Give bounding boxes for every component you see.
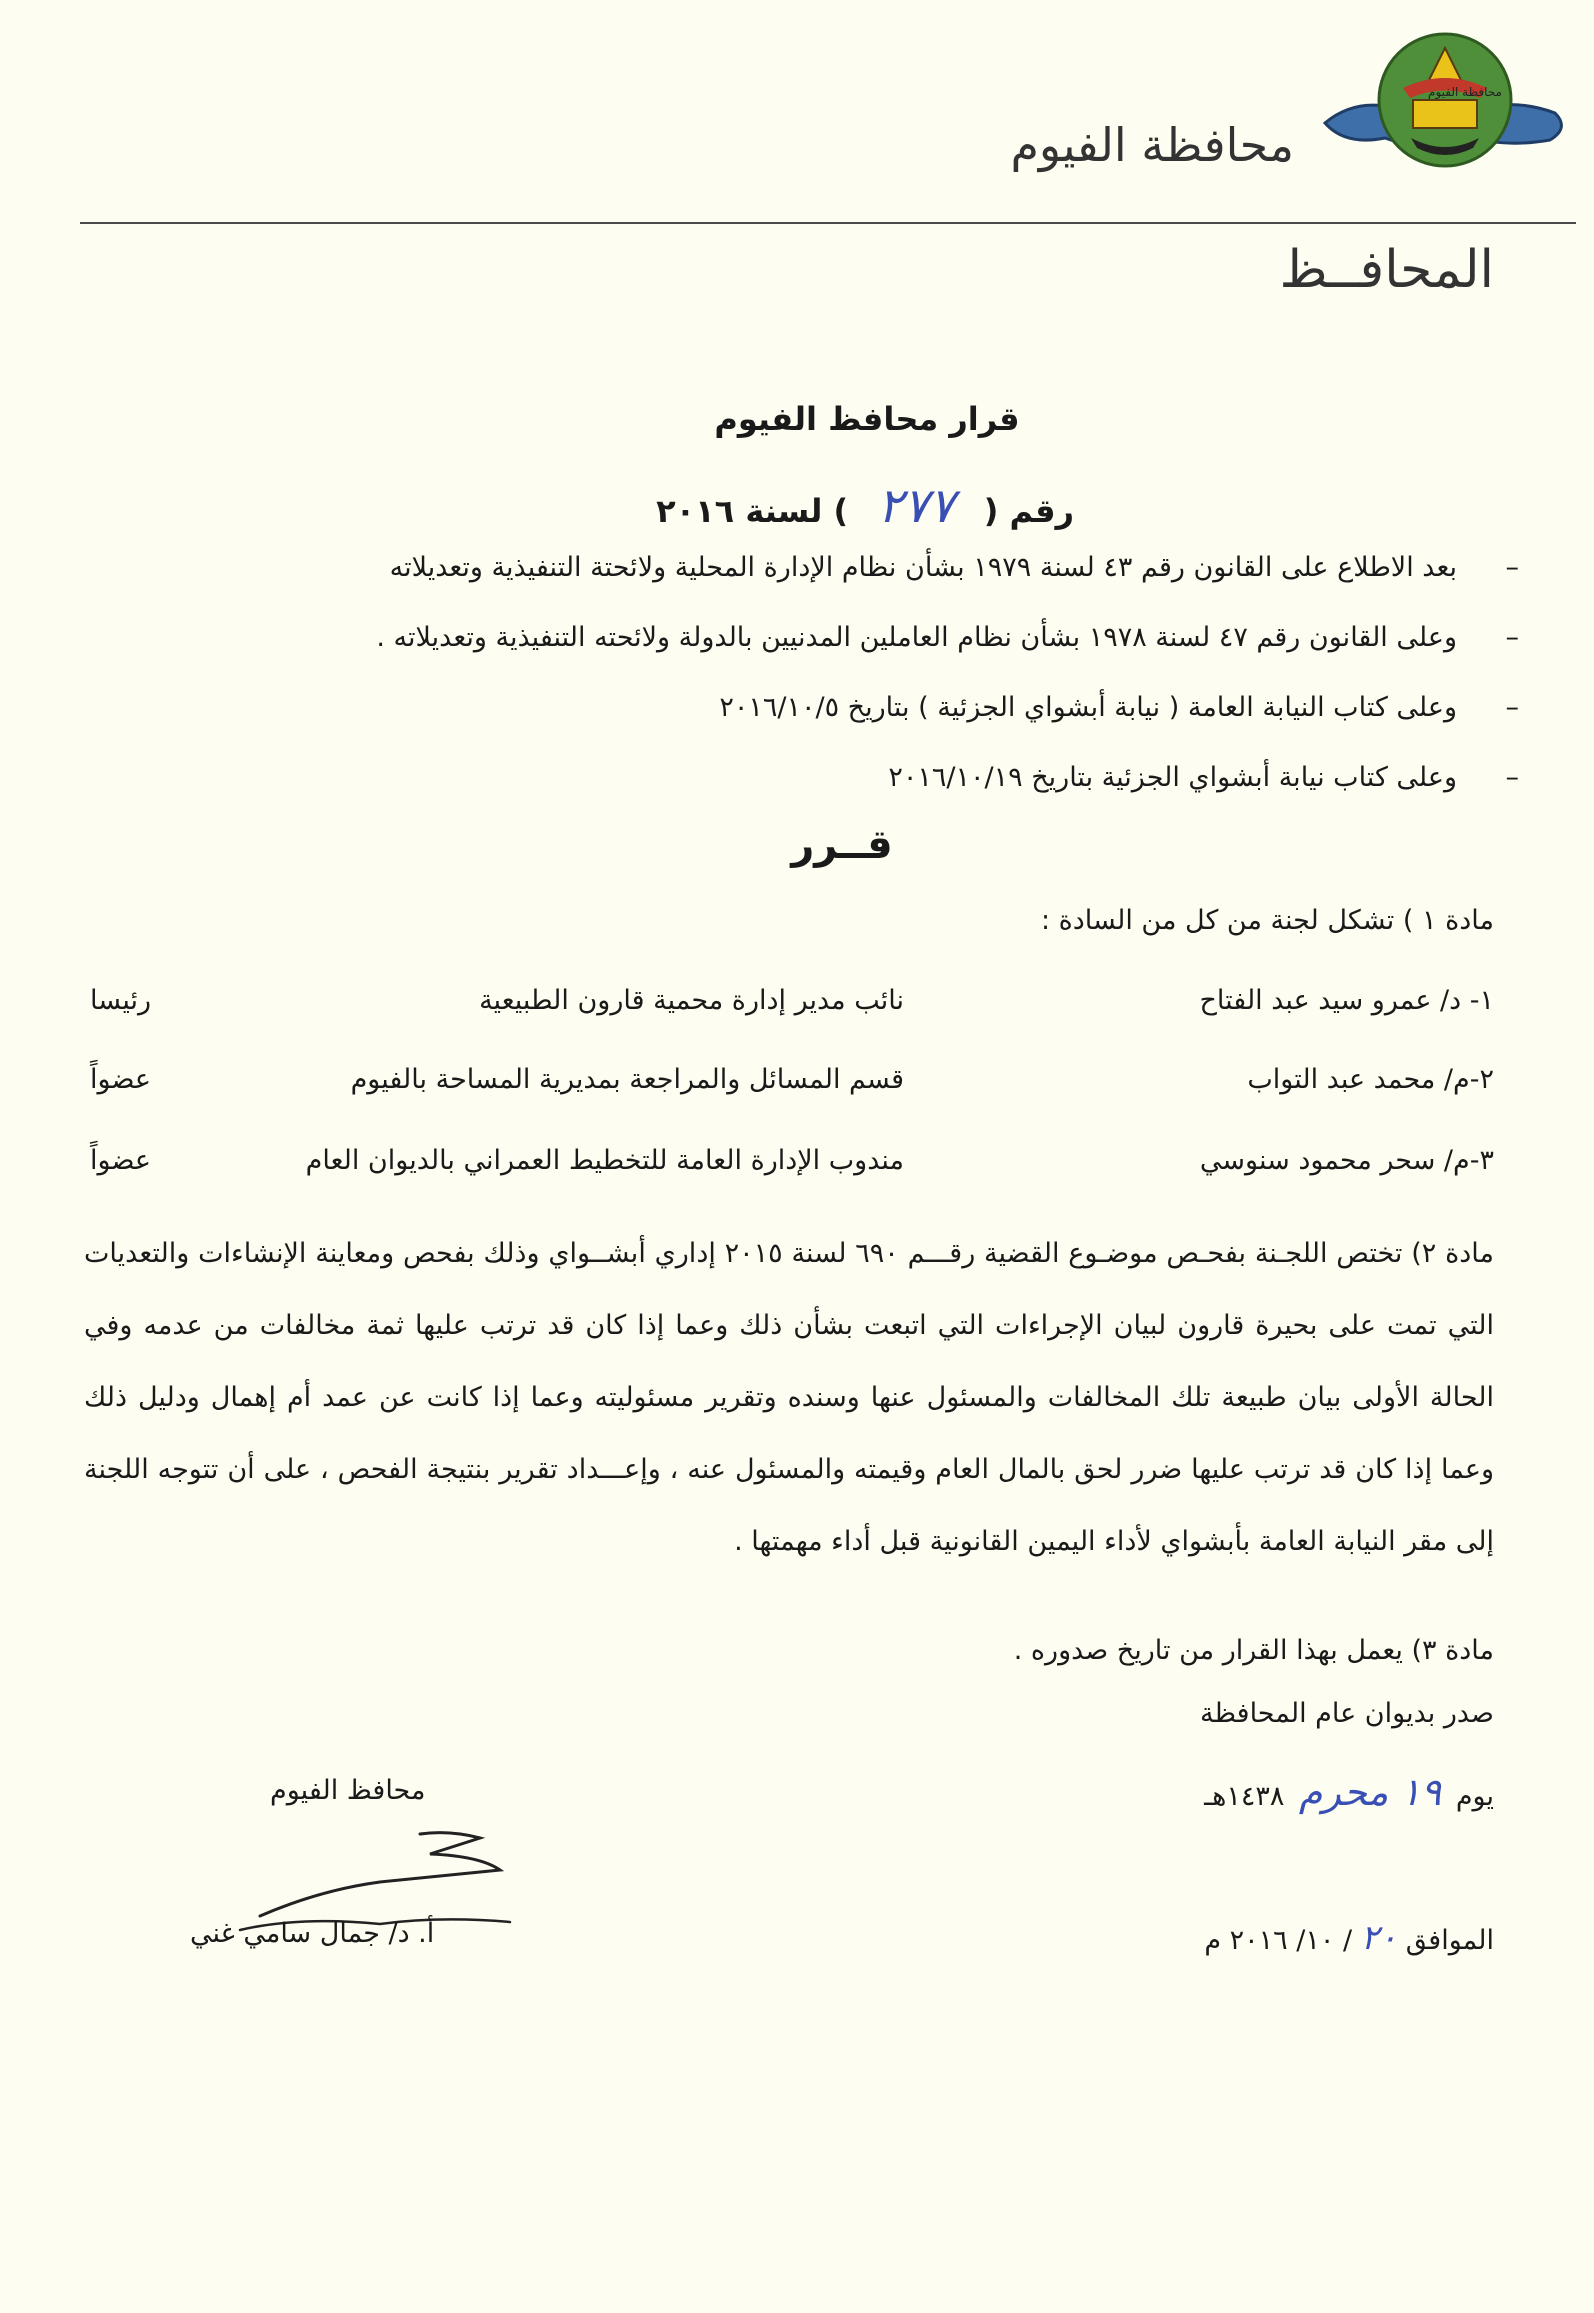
decision-heading: قرار محافظ الفيوم	[714, 400, 1020, 438]
preamble-text: وعلى القانون رقم ٤٧ لسنة ١٩٧٨ بشأن نظام العاملين المدنيين بالدولة ولائحته التنفيذية وتعديلاته .	[376, 622, 1457, 653]
member-title: مندوب الإدارة العامة للتخطيط العمراني بالديوان العام	[305, 1145, 904, 1176]
hijri-date-handwritten: ١٩ محرم	[1298, 1770, 1442, 1814]
hijri-date-line	[1204, 1770, 1494, 1814]
member-title: قسم المسائل والمراجعة بمديرية المساحة بالفيوم	[350, 1064, 904, 1095]
decided-title: قــرر	[791, 822, 893, 868]
preamble-item	[240, 758, 1519, 828]
decision-number-prefix: رقم (	[983, 492, 1074, 530]
gregorian-date-prefix: الموافق	[1405, 1925, 1494, 1956]
logo-text: محافظة الفيوم	[1428, 85, 1502, 99]
decision-number-suffix: ) لسنة ٢٠١٦	[656, 492, 849, 530]
article-1-text: مادة ١ ) تشكل لجنة من كل من السادة :	[1040, 905, 1494, 936]
member-role: رئيسا	[90, 985, 152, 1016]
signatory-name: أ. د/ جمال سامي غني	[190, 1918, 435, 1949]
governorate-name: محافظة الفيوم	[1010, 118, 1294, 172]
preamble-dash: –	[1505, 692, 1519, 723]
issued-at: صدر بديوان عام المحافظة	[1200, 1698, 1494, 1729]
header-divider	[80, 222, 1576, 224]
gregorian-date-handwritten: ٢٠	[1360, 1918, 1398, 1958]
preamble-dash: –	[1505, 762, 1519, 793]
preamble-text: بعد الاطلاع على القانون رقم ٤٣ لسنة ١٩٧٩ بشأن نظام الإدارة المحلية ولائحتة التنفيذية وتعديلاته	[389, 552, 1457, 583]
article-2-text: مادة ٢) تختص اللجـنة بفحـص موضـوع القضية رقـــم ٦٩٠ لسنة ٢٠١٥ إداري أبشــواي وذلك بفحص ومعاينة الإنشاءات والتعديات التي تمت على بحيرة قارون لبيان الإجراءات التي اتبعت بشأن ذلك وعما إذا كان قد ترتب عليها ثمة مخالفات من عدمه وفي الحالة الأولى بيان طبيعة تلك المخالفات والمسئول عنها وسنده وتقرير مسئوليته وعما إذا كانت عن عمد أم إهمال ودليل ذلك وعما إذا كان قد ترتب عليها ضرر لحق بالمال العام وقيمته والمسئول عنه ، وإعـــداد تقرير بنتيجة الفحص ، على أن تتوجه اللجنة إلى مقر النيابة العامة بأبشواي لأداء اليمين القانونية قبل أداء مهمتها .	[84, 1238, 1494, 1557]
preamble-dash: –	[1505, 552, 1519, 583]
preamble-list	[240, 548, 1519, 828]
member-name: ٣-م/ سحر محمود سنوسي	[1199, 1145, 1494, 1176]
committee-member	[90, 985, 1494, 1035]
gregorian-date-suffix: / ١٠/ ٢٠١٦ م	[1204, 1925, 1353, 1956]
preamble-item	[240, 618, 1519, 688]
preamble-item	[240, 688, 1519, 758]
governor-title: المحافــظ	[1279, 240, 1494, 300]
article-3-text: مادة ٣) يعمل بهذا القرار من تاريخ صدوره .	[1013, 1635, 1494, 1666]
committee-member	[90, 1064, 1494, 1114]
fayoum-governorate-logo	[1315, 28, 1575, 188]
decision-number-line	[656, 478, 1074, 534]
member-role: عضواً	[90, 1145, 151, 1176]
gregorian-date-line	[1204, 1918, 1494, 1958]
hijri-date-suffix: ١٤٣٨هـ	[1204, 1781, 1285, 1812]
preamble-item	[240, 548, 1519, 618]
member-title: نائب مدير إدارة محمية قارون الطبيعية	[479, 985, 904, 1016]
committee-member	[90, 1145, 1494, 1195]
member-role: عضواً	[90, 1064, 151, 1095]
preamble-dash: –	[1505, 622, 1519, 653]
decision-number-handwritten: ٢٧٧	[877, 478, 955, 534]
member-name: ٢-م/ محمد عبد التواب	[1247, 1064, 1494, 1095]
member-name: ١- د/ عمرو سيد عبد الفتاح	[1199, 985, 1494, 1016]
signatory-title: محافظ الفيوم	[270, 1775, 426, 1806]
hijri-date-prefix: يوم	[1455, 1781, 1494, 1812]
preamble-text: وعلى كتاب النيابة العامة ( نيابة أبشواي الجزئية ) بتاريخ ٢٠١٦/١٠/٥	[719, 692, 1457, 723]
preamble-text: وعلى كتاب نيابة أبشواي الجزئية بتاريخ ٢٠١٦/١٠/١٩	[888, 762, 1457, 793]
